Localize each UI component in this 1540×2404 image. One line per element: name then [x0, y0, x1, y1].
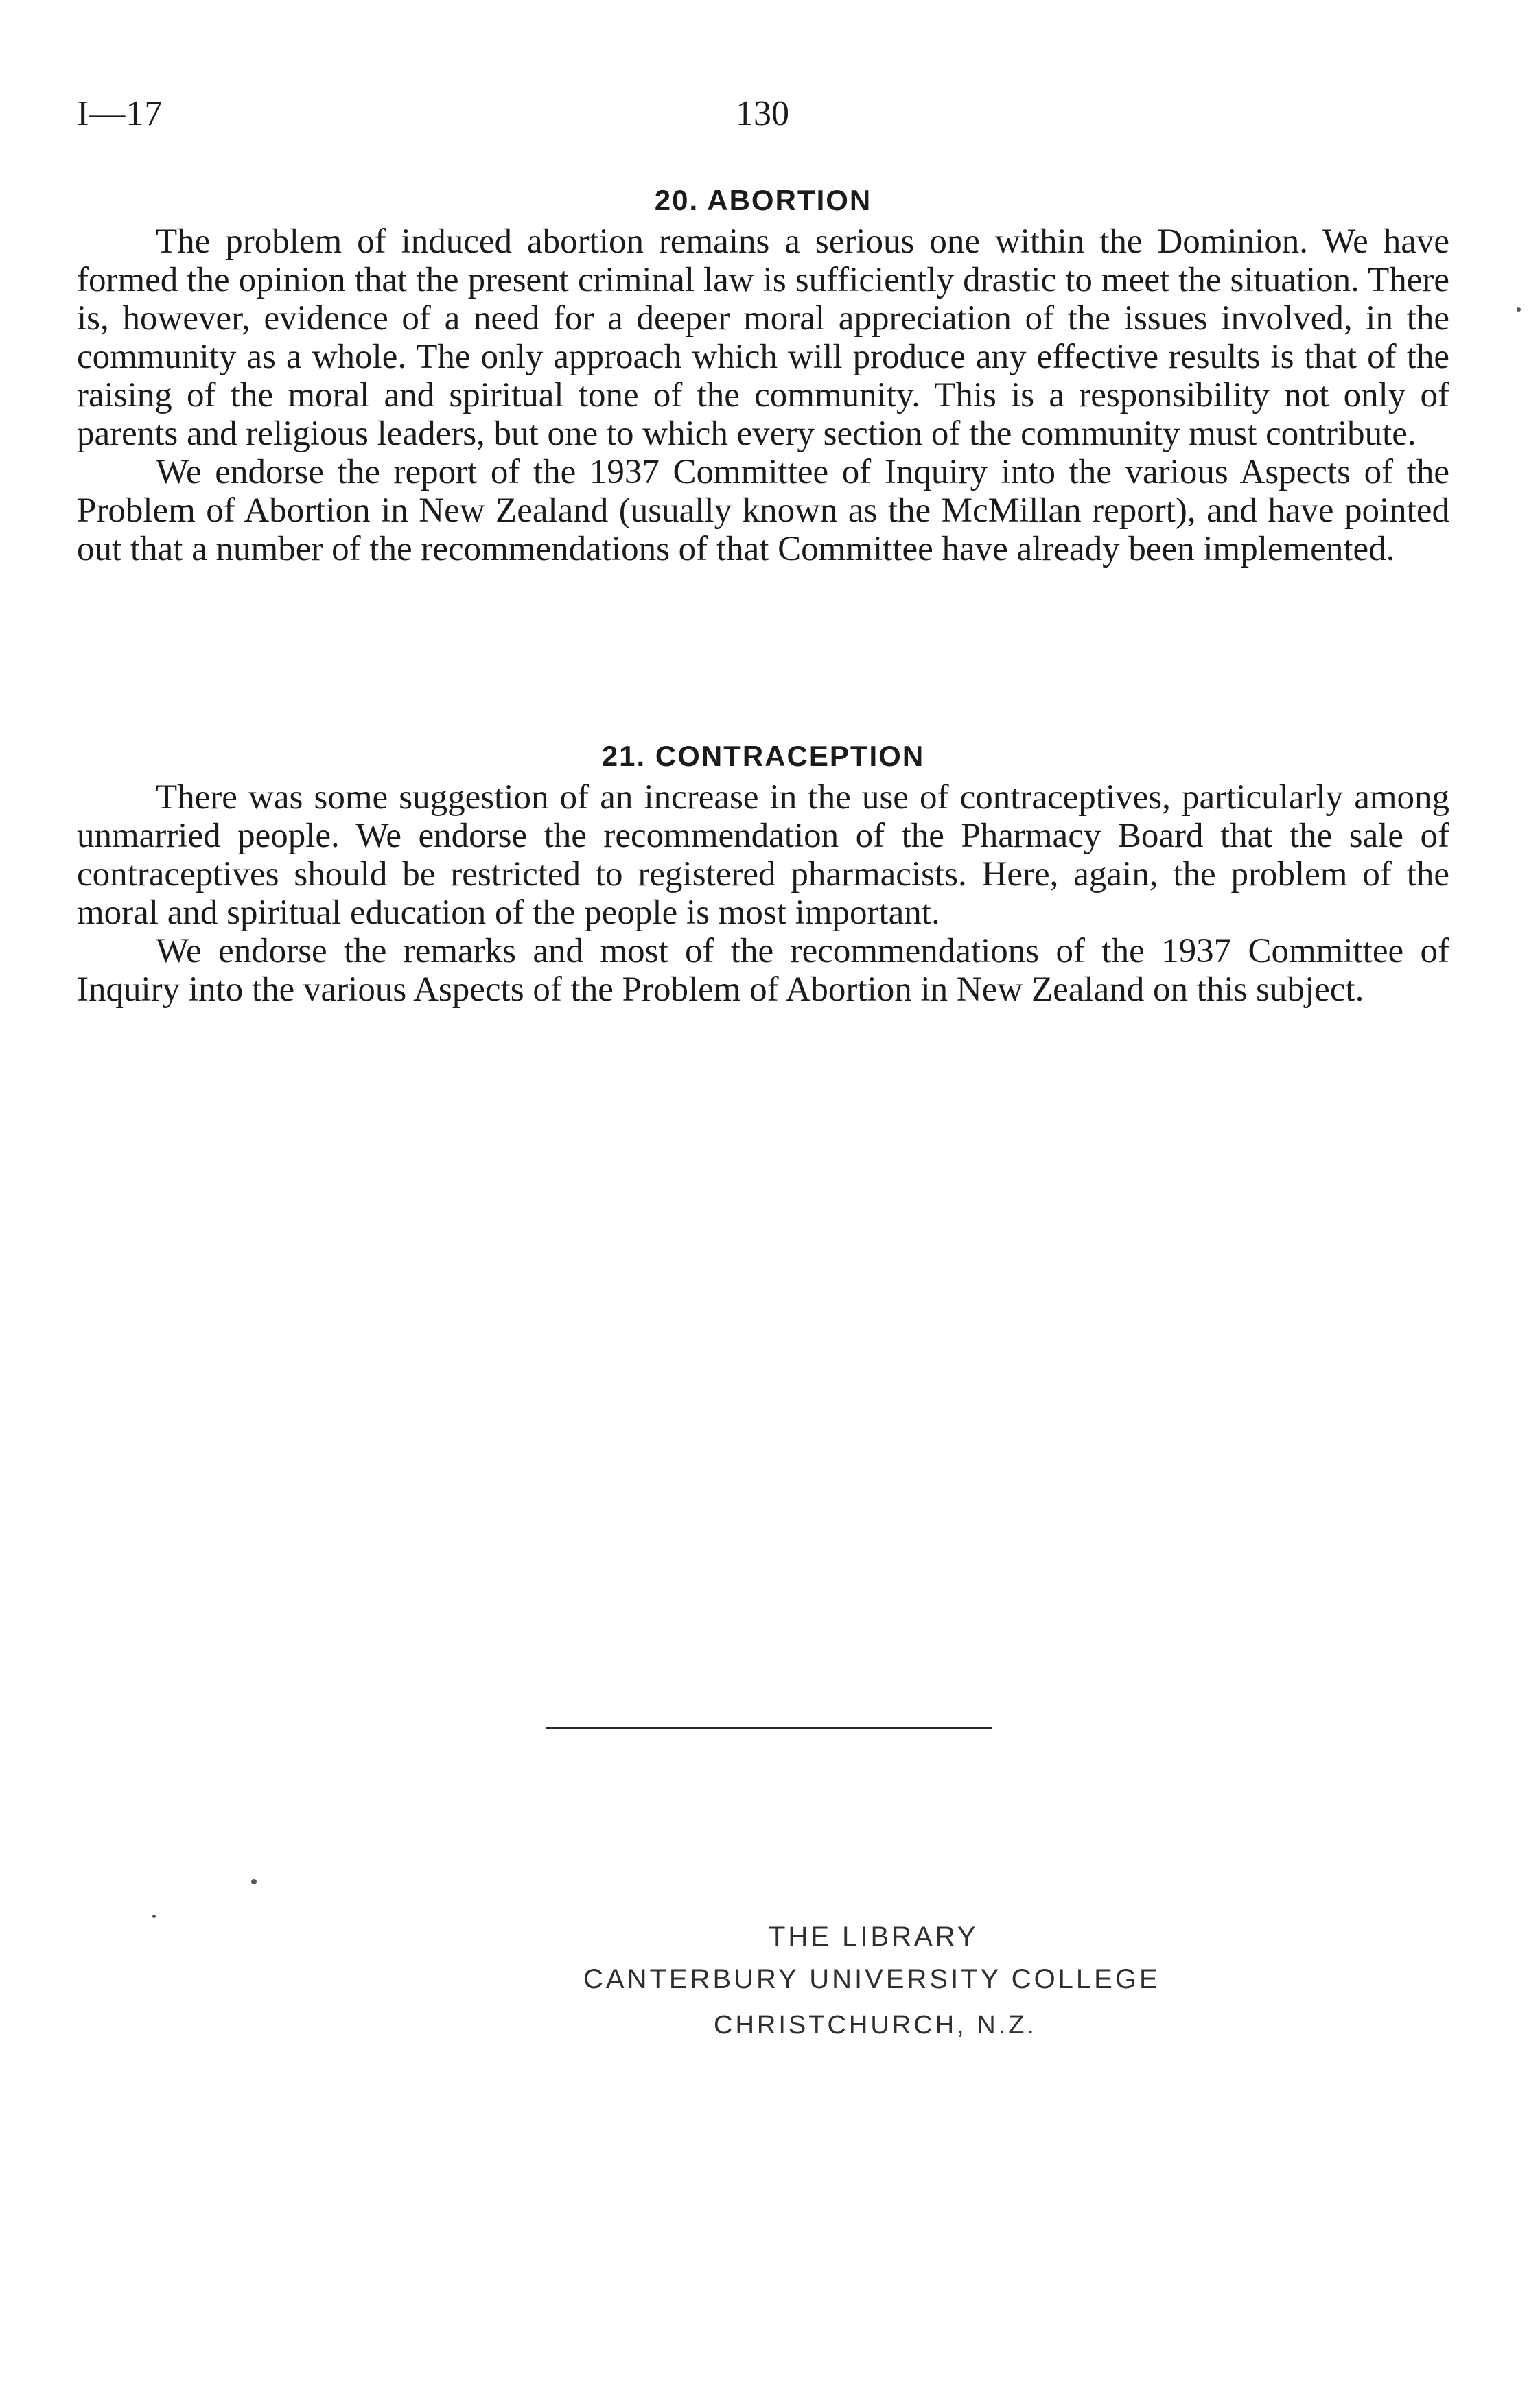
stamp-line-college: CANTERBURY UNIVERSITY COLLEGE: [583, 1964, 1160, 1994]
abortion-paragraph-2: We endorse the report of the 1937 Committee of Inquiry into the various Aspects of the Problem of Abortion in New Zealand (usually known as the McMillan report), and have pointed out that a number of the recommendations of that Committee have already been implemented.: [77, 453, 1449, 568]
abortion-paragraph-1: The problem of induced abortion remains a serious one within the Dominion. We have formed the opinion that the present criminal law is sufficiently drastic to meet the situation. There is, however, evidence of a need for a deeper moral appreciation of the issues involved, in the community as a whole. The only approach which will produce any effective results is that of the raising of the moral and spiritual tone of the community. This is a responsibility not only of parents and religious leaders, but one to which every section of the community must contribute.: [77, 222, 1449, 453]
library-stamp: [583, 1922, 1160, 2059]
section-abortion: [77, 184, 1449, 568]
section-heading-abortion: 20. ABORTION: [654, 184, 872, 216]
page-number: 130: [736, 94, 789, 133]
scan-speck: [251, 1879, 257, 1884]
scan-speck: [152, 1915, 156, 1918]
stamp-line-city: CHRISTCHURCH, N.Z.: [714, 2011, 1037, 2040]
document-reference: I—17: [77, 94, 163, 133]
section-contraception: [77, 740, 1449, 1009]
scan-speck: [1517, 307, 1521, 312]
section-divider-rule: [546, 1727, 992, 1729]
page-header: [77, 93, 1449, 141]
contraception-paragraph-1: There was some suggestion of an increase in the use of contraceptives, particularly among unmarried people. We endorse the recommendation of the Pharmacy Board that the sale of contraceptives should be restricted to registered pharmacists. Here, again, the problem of the moral and spiritual education of the people is most important.: [77, 778, 1449, 932]
stamp-line-library: THE LIBRARY: [769, 1922, 979, 1952]
section-heading-contraception: 21. CONTRACEPTION: [601, 740, 925, 772]
contraception-paragraph-2: We endorse the remarks and most of the recommendations of the 1937 Committee of Inquiry into the various Aspects of the Problem of Abortion in New Zealand on this subject.: [77, 932, 1449, 1009]
